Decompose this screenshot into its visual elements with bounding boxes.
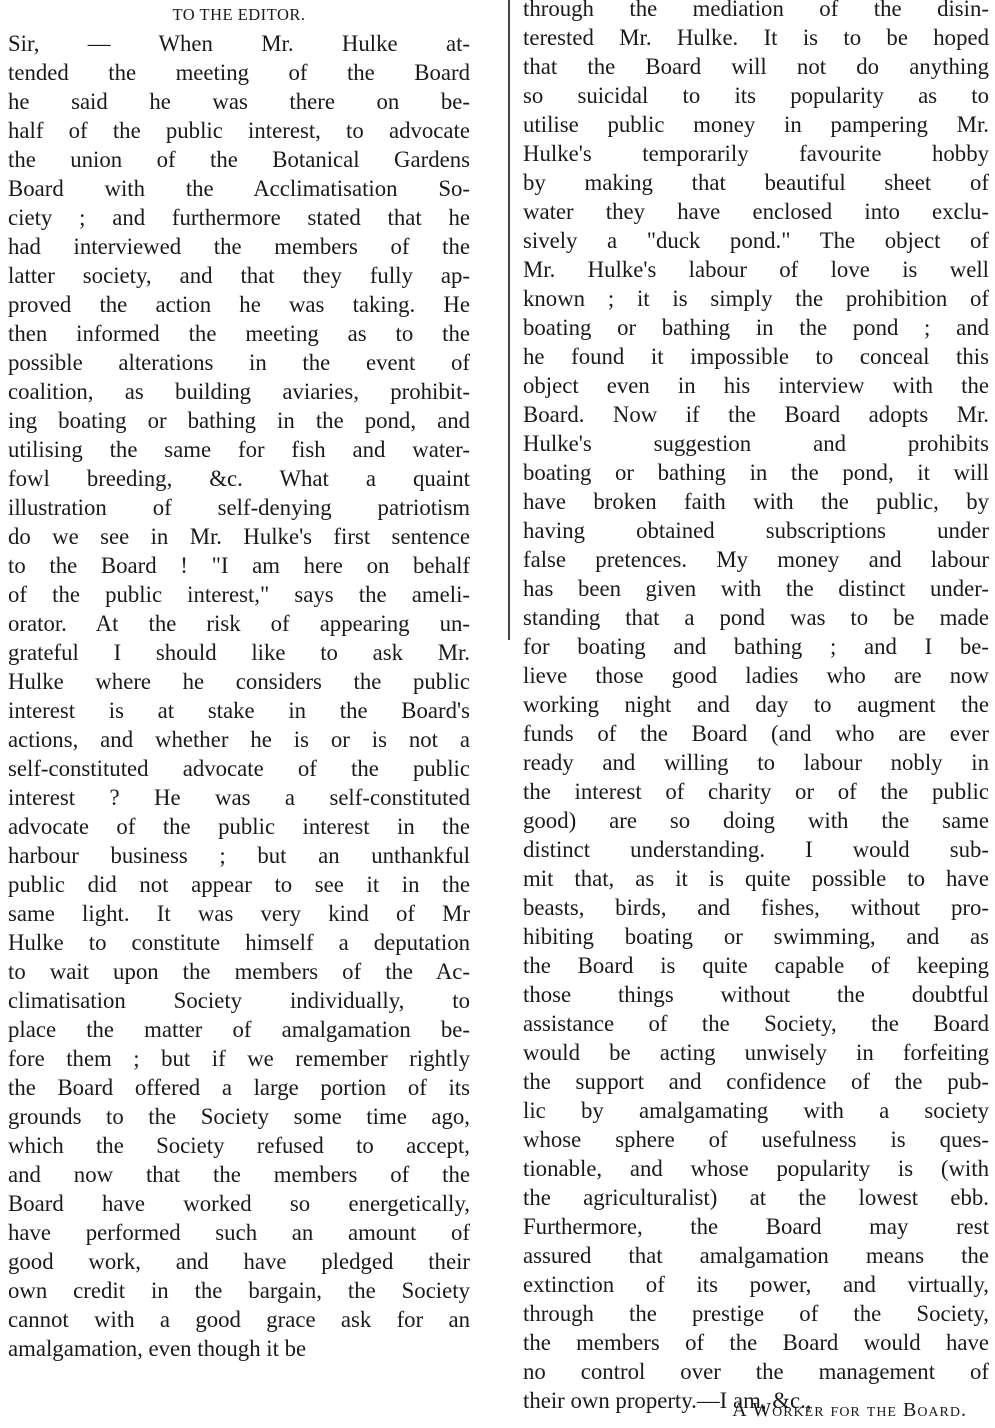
text-line: Hulke's temporarily favourite hobby xyxy=(523,141,989,166)
text-line: proved the action he was taking. He xyxy=(8,292,470,317)
text-line: amalgamation, even though it be xyxy=(8,1336,307,1361)
text-line: Hulke where he considers the public xyxy=(8,669,470,694)
text-line: latter society, and that they fully ap- xyxy=(8,263,470,288)
text-line: coalition, as building aviaries, prohibit- xyxy=(8,379,470,404)
text-line: orator. At the risk of appearing un- xyxy=(8,611,470,636)
text-line: grounds to the Society some time ago, xyxy=(8,1104,470,1129)
text-line: distinct understanding. I would sub- xyxy=(523,837,989,862)
text-line: half of the public interest, to advocate xyxy=(8,118,470,143)
text-line: Board have worked so energetically, xyxy=(8,1191,470,1216)
text-line: lic by amalgamating with a society xyxy=(523,1098,989,1123)
text-line: no control over the management of xyxy=(523,1359,989,1384)
text-line: ing boating or bathing in the pond, and xyxy=(8,408,470,433)
text-line: extinction of its power, and virtually, xyxy=(523,1272,989,1297)
text-line: false pretences. My money and labour xyxy=(523,547,989,572)
right-column xyxy=(523,0,989,1415)
text-line: interest ? He was a self-constituted xyxy=(8,785,470,810)
text-line: cannot with a good grace ask for an xyxy=(8,1307,470,1332)
text-line: beasts, birds, and fishes, without pro- xyxy=(523,895,989,920)
text-line: the Board offered a large portion of its xyxy=(8,1075,470,1100)
text-line: Hulke to constitute himself a deputation xyxy=(8,930,470,955)
text-line: funds of the Board (and who are ever xyxy=(523,721,989,746)
text-line: the Board is quite capable of keeping xyxy=(523,953,989,978)
text-line: have performed such an amount of xyxy=(8,1220,470,1245)
text-line: those things without the doubtful xyxy=(523,982,989,1007)
text-line: harbour business ; but an unthankful xyxy=(8,843,470,868)
text-line: sively a "duck pond." The object of xyxy=(523,228,989,253)
text-line: same light. It was very kind of Mr xyxy=(8,901,470,926)
text-line: own credit in the bargain, the Society xyxy=(8,1278,470,1303)
text-line: possible alterations in the event of xyxy=(8,350,470,375)
text-line: working night and day to augment the xyxy=(523,692,989,717)
text-line: standing that a pond was to be made xyxy=(523,605,989,630)
text-line: known ; it is simply the prohibition of xyxy=(523,286,989,311)
text-line: Hulke's suggestion and prohibits xyxy=(523,431,989,456)
text-line: the support and confidence of the pub- xyxy=(523,1069,989,1094)
left-column-body xyxy=(8,29,470,1363)
letter-signature: A Worker for the Board. xyxy=(732,1399,967,1421)
text-line: tended the meeting of the Board xyxy=(8,60,470,85)
text-line: fore them ; but if we remember rightly xyxy=(8,1046,470,1071)
text-line: water they have enclosed into exclu- xyxy=(523,199,989,224)
text-line: to the Board ! "I am here on behalf xyxy=(8,553,470,578)
text-line: grateful I should like to ask Mr. xyxy=(8,640,470,665)
text-line: public did not appear to see it in the xyxy=(8,872,470,897)
column-divider xyxy=(508,0,510,640)
text-line: has been given with the distinct under- xyxy=(523,576,989,601)
left-column xyxy=(8,0,470,1363)
text-line: Sir, — When Mr. Hulke at- xyxy=(8,31,470,56)
text-line: assured that amalgamation means the xyxy=(523,1243,989,1268)
text-line: utilise public money in pampering Mr. xyxy=(523,112,989,137)
text-line: actions, and whether he is or is not a xyxy=(8,727,470,752)
text-line: tionable, and whose popularity is (with xyxy=(523,1156,989,1181)
text-line: climatisation Society individually, to xyxy=(8,988,470,1013)
text-line: Mr. Hulke's labour of love is well xyxy=(523,257,989,282)
text-line: through the mediation of the disin- xyxy=(523,0,989,21)
text-line: utilising the same for fish and water- xyxy=(8,437,470,462)
text-line: fowl breeding, &c. What a quaint xyxy=(8,466,470,491)
text-line: ready and willing to labour nobly in xyxy=(523,750,989,775)
text-line: for boating and bathing ; and I be- xyxy=(523,634,989,659)
text-line: to wait upon the members of the Ac- xyxy=(8,959,470,984)
text-line: their own property.—I am, &c., xyxy=(523,1388,812,1413)
text-line: lieve those good ladies who are now xyxy=(523,663,989,688)
text-line: the interest of charity or of the public xyxy=(523,779,989,804)
text-line: that the Board will not do anything xyxy=(523,54,989,79)
text-line: mit that, as it is quite possible to have xyxy=(523,866,989,891)
text-line: boating or bathing in the pond ; and xyxy=(523,315,989,340)
text-line: illustration of self-denying patriotism xyxy=(8,495,470,520)
text-line: do we see in Mr. Hulke's first sentence xyxy=(8,524,470,549)
text-line: through the prestige of the Society, xyxy=(523,1301,989,1326)
text-line: the union of the Botanical Gardens xyxy=(8,147,470,172)
text-line: which the Society refused to accept, xyxy=(8,1133,470,1158)
text-line: interest is at stake in the Board's xyxy=(8,698,470,723)
text-line: and now that the members of the xyxy=(8,1162,470,1187)
text-line: so suicidal to its popularity as to xyxy=(523,83,989,108)
text-line: he said he was there on be- xyxy=(8,89,470,114)
text-line: had interviewed the members of the xyxy=(8,234,470,259)
text-line: by making that beautiful sheet of xyxy=(523,170,989,195)
right-column-body xyxy=(523,0,989,1415)
text-line: having obtained subscriptions under xyxy=(523,518,989,543)
text-line: have broken faith with the public, by xyxy=(523,489,989,514)
letter-heading: TO THE EDITOR. xyxy=(172,5,306,24)
text-line: Board. Now if the Board adopts Mr. xyxy=(523,402,989,427)
text-line: hibiting boating or swimming, and as xyxy=(523,924,989,949)
text-line: advocate of the public interest in the xyxy=(8,814,470,839)
text-line: self-constituted advocate of the public xyxy=(8,756,470,781)
text-line: Board with the Acclimatisation So- xyxy=(8,176,470,201)
text-line: whose sphere of usefulness is ques- xyxy=(523,1127,989,1152)
text-line: would be acting unwisely in forfeiting xyxy=(523,1040,989,1065)
text-line: the agriculturalist) at the lowest ebb. xyxy=(523,1185,989,1210)
text-line: he found it impossible to conceal this xyxy=(523,344,989,369)
text-line: boating or bathing in the pond, it will xyxy=(523,460,989,485)
text-line: object even in his interview with the xyxy=(523,373,989,398)
text-line: place the matter of amalgamation be- xyxy=(8,1017,470,1042)
text-line: then informed the meeting as to the xyxy=(8,321,470,346)
text-line: terested Mr. Hulke. It is to be hoped xyxy=(523,25,989,50)
text-line: assistance of the Society, the Board xyxy=(523,1011,989,1036)
text-line: the members of the Board would have xyxy=(523,1330,989,1355)
text-line: Furthermore, the Board may rest xyxy=(523,1214,989,1239)
text-line: of the public interest," says the ameli- xyxy=(8,582,470,607)
text-line: good work, and have pledged their xyxy=(8,1249,470,1274)
text-line: good) are so doing with the same xyxy=(523,808,989,833)
text-line: ciety ; and furthermore stated that he xyxy=(8,205,470,230)
